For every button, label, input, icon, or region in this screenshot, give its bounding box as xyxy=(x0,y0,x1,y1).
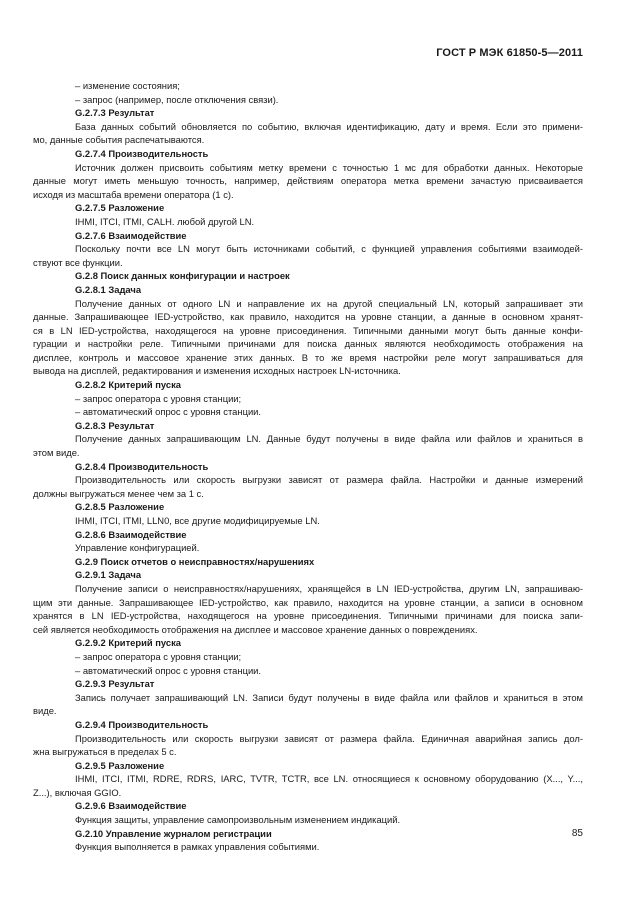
text-line: IHMI, ITCI, ITMI, RDRE, RDRS, IARC, TVTR, TCTR, все LN. относящиеся к основному оборудованию (X..., Y..., xyxy=(75,773,583,785)
text-line: хранятся в LN IED-устройства, находящегося на уровне присоединения. Типичными причинами для поиска запи- xyxy=(33,610,583,622)
text-line: Поскольку почти все LN могут быть источниками событий, с функцией управления событиями взаимодей- xyxy=(75,243,583,255)
section-heading: G.2.8.4 Производительность xyxy=(75,460,209,472)
section-heading: G.2.7.4 Производительность xyxy=(75,147,209,159)
section-heading: G.2.8.6 Взаимодействие xyxy=(75,528,187,540)
text-line: Функция выполняется в рамках управления событиями. xyxy=(75,841,320,853)
text-line: – запрос оператора с уровня станции; xyxy=(75,650,242,662)
text-line: вывода на дисплей, редактирования и изменения исходных настроек LN-источника. xyxy=(33,365,401,377)
text-line: Источник должен присвоить событиям метку времени с точностью 1 мс для обработки данных. Некоторые xyxy=(75,161,583,173)
section-heading: G.2.8.2 Критерий пуска xyxy=(75,379,181,391)
section-heading: G.2.8.1 Задача xyxy=(75,283,142,295)
text-line: Получение записи о неисправностях/нарушениях, хранящейся в LN IED-устройства, другим LN, запрашиваю- xyxy=(75,582,583,594)
section-heading: G.2.9 Поиск отчетов о неисправностях/нарушениях xyxy=(75,555,315,567)
text-line: Производительность или скорость выгрузки зависят от размера файла. Настройки и данные измерений xyxy=(75,474,583,486)
text-line: данные. Запрашивающее IED-устройство, как правило, находится на уровне станции, а данные в основном хранят- xyxy=(33,311,583,323)
section-heading: G.2.8 Поиск данных конфигурации и настроек xyxy=(75,270,290,282)
text-line: должны выгружаться менее чем за 1 с. xyxy=(33,487,204,499)
text-line: Производительность или скорость выгрузки зависят от размера файла. Единичная аварийная запись дол- xyxy=(75,732,583,744)
section-heading: G.2.9.3 Результат xyxy=(75,678,155,690)
text-line: Z...), включая GGIO. xyxy=(33,786,122,798)
text-line: Получение данных от одного LN и направление их на другой специальный LN, который запрашивает эти xyxy=(75,297,583,309)
text-line: – автоматический опрос с уровня станции. xyxy=(75,406,262,418)
section-heading: G.2.9.4 Производительность xyxy=(75,718,209,730)
text-line: – изменение состояния; xyxy=(75,80,180,91)
section-heading: G.2.7.5 Разложение xyxy=(75,202,165,214)
text-line: мо, данные события распечатываются. xyxy=(33,134,205,146)
section-heading: G.2.9.5 Разложение xyxy=(75,759,165,771)
text-line: Получение данных запрашивающим LN. Данные будут получены в виде файла или файлов и храниться в xyxy=(75,433,583,445)
document-body xyxy=(33,79,583,854)
text-line: – запрос оператора с уровня станции; xyxy=(75,392,242,404)
text-line: Запись получает запрашивающий LN. Записи будут получены в виде файла или файлов и храниться в этом xyxy=(75,691,583,703)
section-heading: G.2.10 Управление журналом регистрации xyxy=(75,827,272,839)
text-line: ствуют все функции. xyxy=(33,256,123,268)
text-line: IHMI, ITCI, ITMI, CALH. любой другой LN. xyxy=(75,215,255,227)
text-line: сей является необходимость отображения на дисплее и массовое хранение данных о повреждениях. xyxy=(33,623,478,635)
text-line: База данных событий обновляется по событию, включая идентификацию, дату и время. Если это примени- xyxy=(75,120,583,132)
text-line: Управление конфигурацией. xyxy=(75,542,200,554)
text-line: жна выгружаться в пределах 5 с. xyxy=(33,746,177,758)
section-heading: G.2.7.3 Результат xyxy=(75,107,155,119)
text-line: IHMI, ITCI, ITMI, LLN0, все другие модифицируемые LN. xyxy=(75,515,320,526)
text-line: исходя из масштаба времени оператора (1 с). xyxy=(33,188,234,200)
section-heading: G.2.9.1 Задача xyxy=(75,569,142,581)
section-heading: G.2.8.3 Результат xyxy=(75,419,155,431)
text-line: – автоматический опрос с уровня станции. xyxy=(75,664,262,676)
text-line: – запрос (например, после отключения связи). xyxy=(75,93,279,105)
text-line: этом виде. xyxy=(33,447,80,459)
section-heading: G.2.9.6 Взаимодействие xyxy=(75,800,187,812)
standard-header: ГОСТ Р МЭК 61850-5—2011 xyxy=(436,47,583,59)
text-line: виде. xyxy=(33,705,57,717)
section-heading: G.2.9.2 Критерий пуска xyxy=(75,637,181,649)
text-line: Функция защиты, управление самопроизвольным изменением индикаций. xyxy=(75,814,401,826)
text-line: щим эти данные. Запрашивающее IED-устройство, как правило, находится на уровне станции, а записи в основном xyxy=(33,596,583,608)
text-line: гурации и настройки реле. Типичными причинами для поиска данных являются необходимость отображения на xyxy=(33,338,583,350)
text-line: ся в LN IED-устройства, находящегося на уровне присоединения. Типичными данными могут быть данные конфи- xyxy=(33,324,583,336)
section-heading: G.2.8.5 Разложение xyxy=(75,501,165,513)
page-number: 85 xyxy=(571,828,583,839)
text-line: данные могут иметь меньшую точность, например, действиям оператора метка времени зачастую присваивается xyxy=(33,175,583,187)
section-heading: G.2.7.6 Взаимодействие xyxy=(75,229,187,241)
text-line: дисплее, контроль и массовое хранение этих данных. В то же время настройки реле могут запрашиваться для xyxy=(33,351,583,363)
